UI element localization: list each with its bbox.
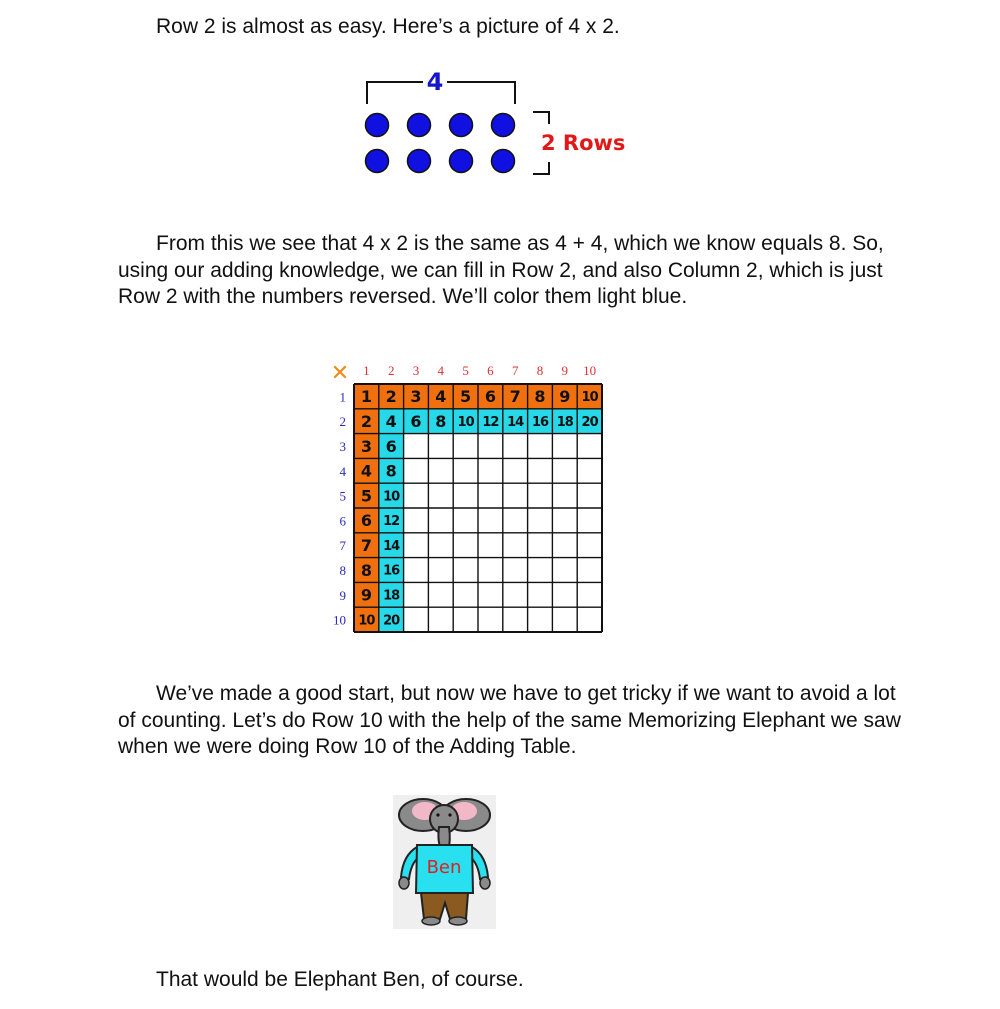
columns-count-label: 4 — [426, 68, 444, 96]
row-header: 7 — [339, 538, 346, 554]
table-cell-value: 4 — [360, 461, 372, 481]
table-cell-value: 8 — [435, 411, 447, 431]
column-header: 7 — [511, 363, 519, 378]
column-header: 3 — [412, 363, 420, 378]
paragraph-row10-intro: We’ve made a good start, but now we have to get tricky if we want to avoid a lot of counting. Let’s do Row 10 with the help of the same Memorizing Elephant we saw when we were doing Row 10 of the Adding Table. — [118, 682, 901, 758]
table-cell-value: 4 — [385, 411, 397, 431]
dot — [492, 150, 515, 173]
paragraph-explanation: From this we see that 4 x 2 is the same as 4 + 4, which we know equals 8. So, using our adding knowledge, we can fill in Row 2, and also Column 2, which is just Row 2 with the numbers reversed. We’ll color them light blue. — [118, 232, 884, 308]
dot — [366, 114, 389, 137]
elephant-left-hand — [399, 877, 409, 889]
row-header: 4 — [339, 463, 346, 479]
times-symbol-corner: ✕ — [330, 361, 350, 386]
table-cell-value: 5 — [460, 387, 472, 407]
table-cell-value: 4 — [435, 387, 447, 407]
paragraph-elephant-ben: That would be Elephant Ben, of course. — [156, 968, 524, 991]
shirt-name-text: Ben — [426, 857, 462, 878]
table-cell-value: 14 — [383, 538, 400, 554]
elephant-left-foot — [422, 917, 440, 925]
paragraph-intro-row2: Row 2 is almost as easy. Here’s a picture of 4 x 2. — [156, 15, 620, 38]
table-cell-value: 18 — [556, 414, 573, 430]
table-cell-value: 3 — [410, 387, 422, 407]
dot — [366, 150, 389, 173]
table-cell-value: 10 — [358, 613, 375, 629]
table-cell-value: 12 — [383, 514, 400, 530]
row-header: 1 — [339, 389, 346, 405]
column-header: 8 — [536, 363, 544, 378]
elephant-right-eye — [448, 813, 451, 816]
table-cell-value: 1 — [360, 387, 372, 407]
table-cell-value: 7 — [360, 535, 372, 555]
table-cell-value: 2 — [385, 387, 397, 407]
table-cell-value: 10 — [581, 390, 598, 406]
dots-array-4x2-figure — [355, 62, 655, 182]
table-cell-value: 10 — [457, 414, 474, 430]
table-cell-value: 8 — [534, 387, 546, 407]
dot — [408, 150, 431, 173]
times-table-grid — [320, 358, 620, 638]
row-header: 6 — [339, 513, 346, 529]
table-cell-value: 5 — [360, 486, 372, 506]
table-cell-value: 6 — [385, 436, 397, 456]
table-cell-value: 20 — [581, 414, 598, 430]
column-header: 2 — [387, 363, 395, 378]
table-cell-value: 16 — [383, 563, 400, 579]
table-cell-value: 9 — [360, 585, 372, 605]
elephant-right-hand — [480, 877, 490, 889]
table-cell-value: 8 — [385, 461, 397, 481]
table-cell-value: 3 — [360, 436, 372, 456]
table-cell-value: 14 — [507, 414, 524, 430]
row-header: 2 — [339, 414, 346, 430]
table-cell-value: 2 — [360, 411, 372, 431]
table-cell-value: 9 — [559, 387, 571, 407]
row-header: 3 — [339, 439, 346, 454]
elephant-ben-illustration — [393, 795, 496, 929]
column-header: 6 — [487, 363, 494, 378]
table-cell-value: 20 — [383, 613, 400, 629]
dots-grid — [366, 114, 515, 173]
row-header: 8 — [339, 563, 346, 578]
table-labels — [331, 361, 599, 628]
column-header: 10 — [583, 363, 597, 378]
rows-count-label: 2 Rows — [541, 131, 626, 155]
dot — [450, 114, 473, 137]
dot — [408, 114, 431, 137]
table-cell-value: 18 — [383, 588, 400, 604]
column-header: 4 — [437, 363, 445, 378]
table-cell-value: 6 — [484, 387, 496, 407]
table-cell-value: 12 — [482, 414, 499, 430]
table-cell-value: 16 — [531, 414, 549, 430]
elephant-right-foot — [449, 917, 467, 925]
table-cell-value: 6 — [410, 411, 422, 431]
table-cell-value: 6 — [360, 511, 372, 531]
dot — [450, 150, 473, 173]
column-header: 1 — [363, 363, 370, 378]
column-header: 9 — [561, 363, 569, 378]
row-header: 10 — [333, 612, 346, 628]
table-cell-value: 7 — [509, 387, 521, 407]
elephant-left-eye — [436, 813, 439, 816]
table-cell-value: 8 — [360, 560, 372, 580]
row-header: 5 — [339, 488, 346, 504]
row-header: 9 — [339, 587, 346, 603]
table-cell-value: 10 — [383, 489, 400, 505]
column-header: 5 — [462, 363, 469, 378]
dot — [492, 114, 515, 137]
